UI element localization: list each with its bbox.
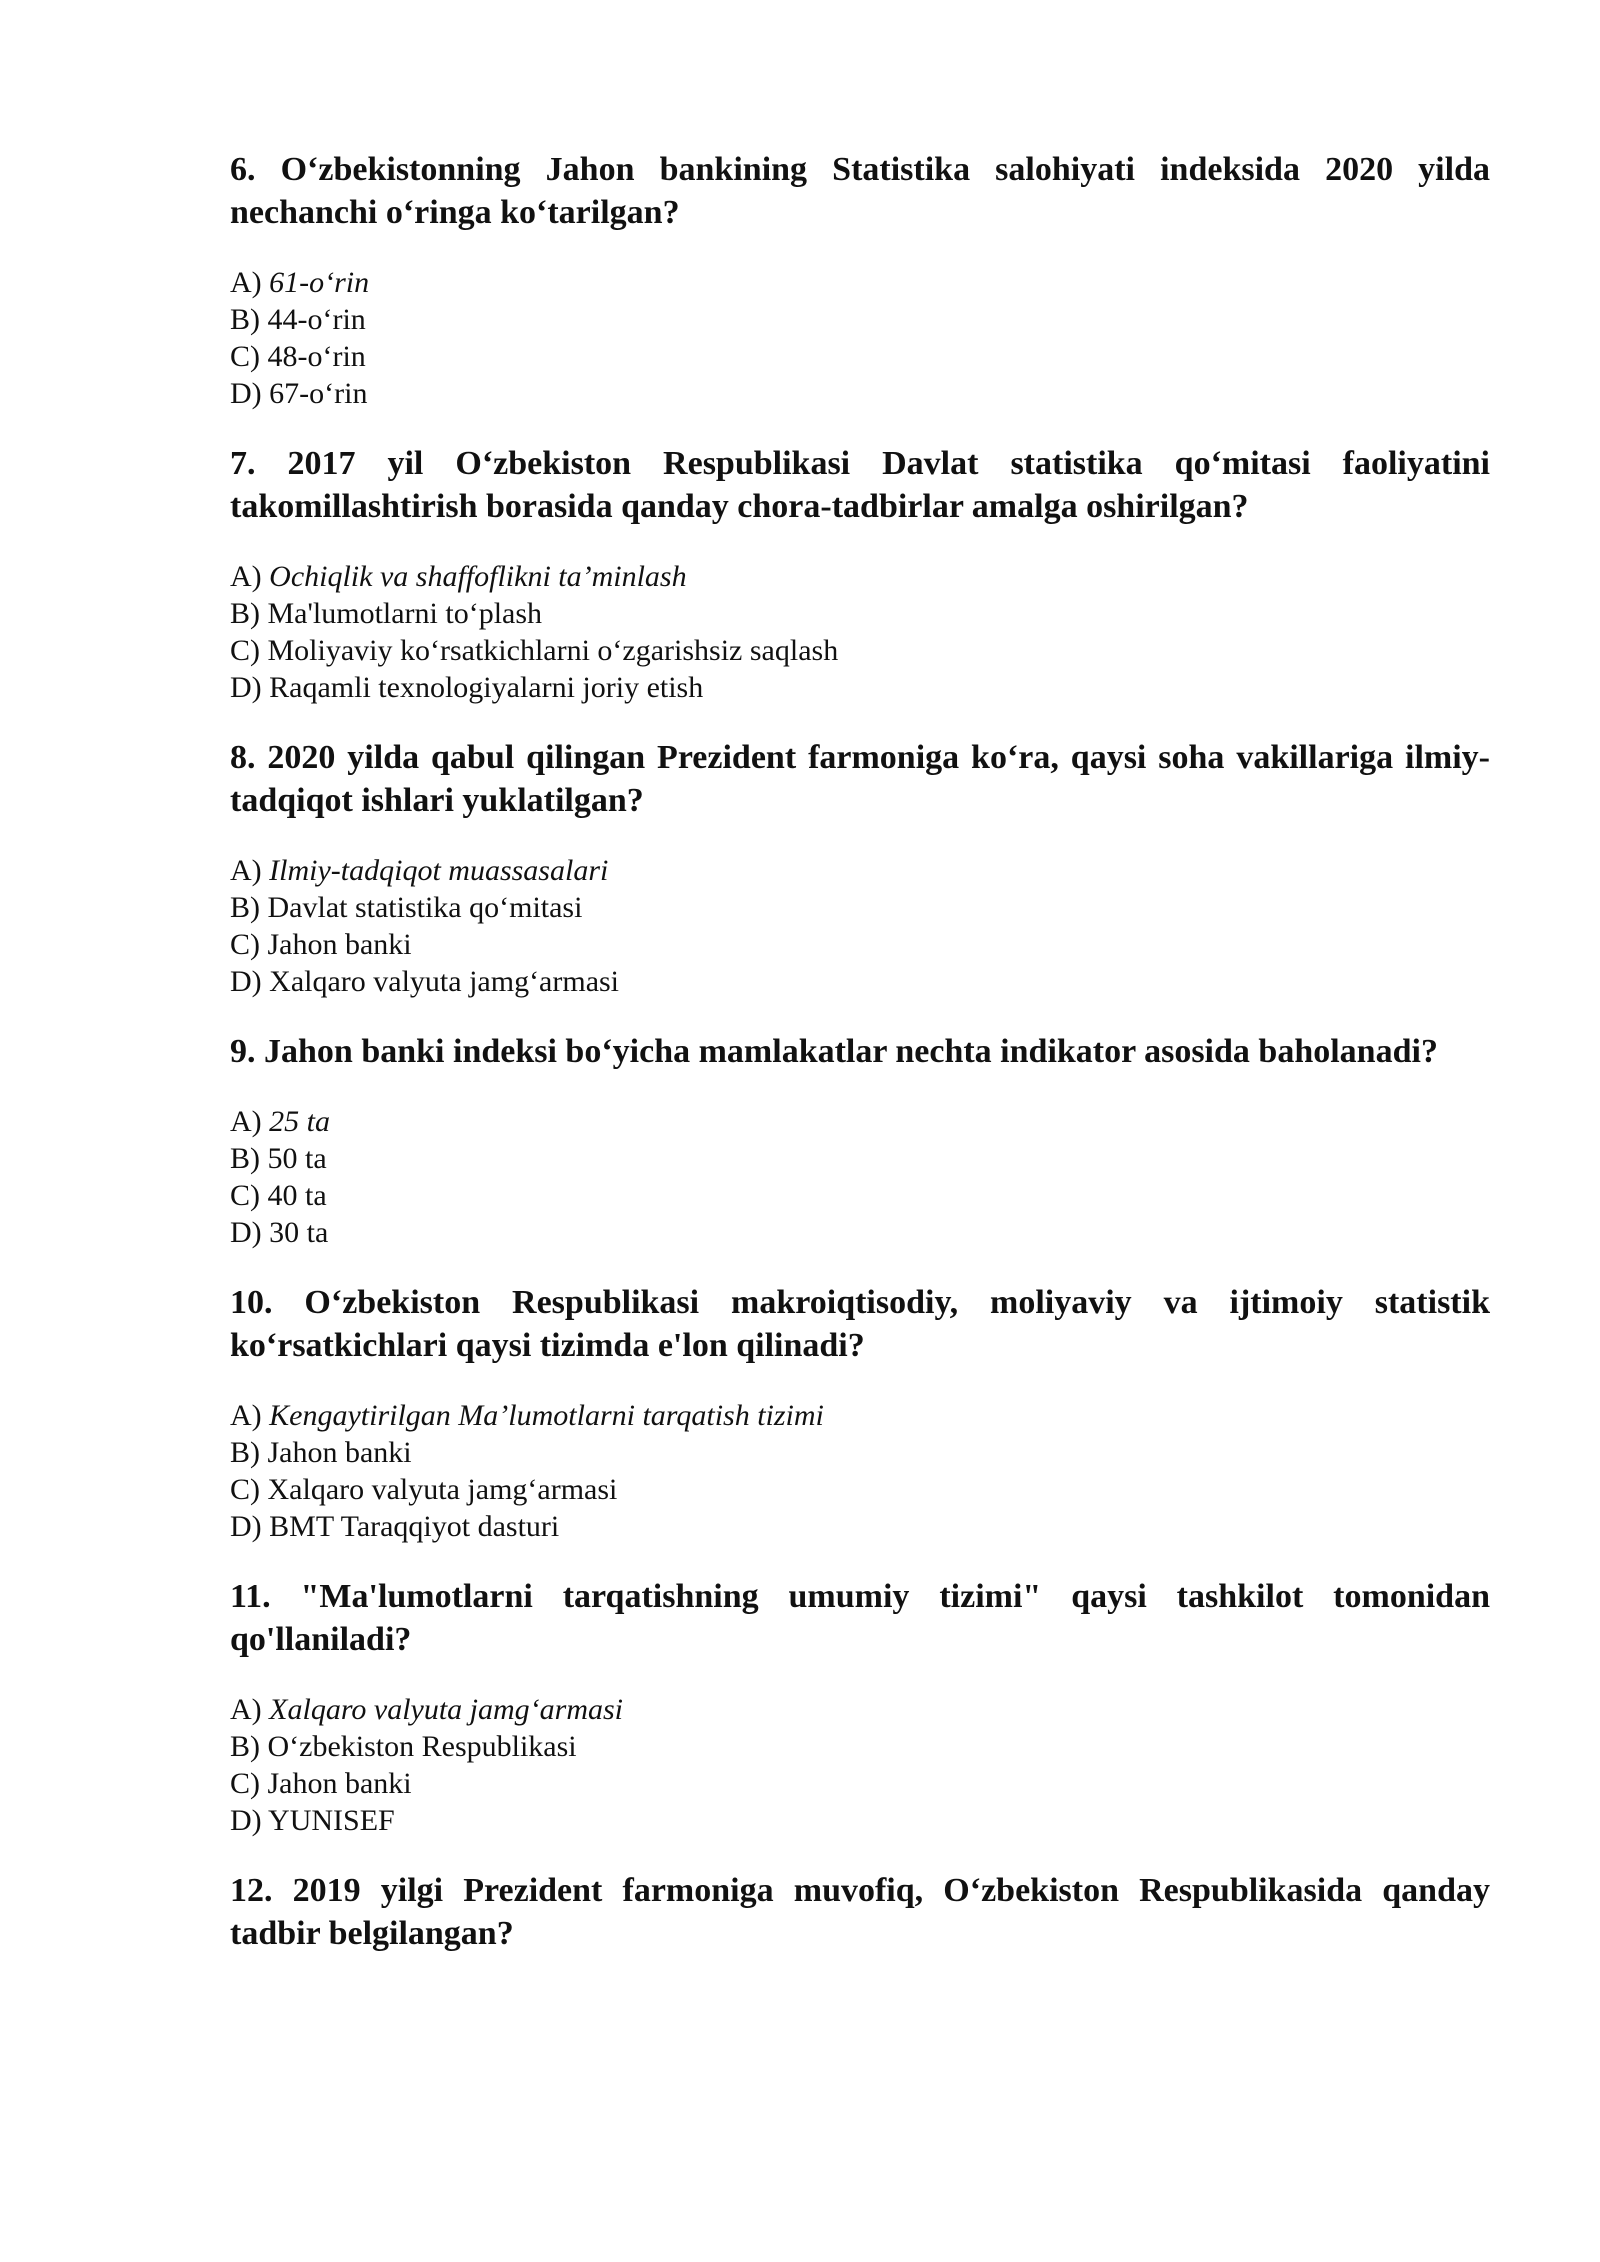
option-a xyxy=(230,1103,1490,1140)
option-b xyxy=(230,301,1490,338)
option-text: 40 ta xyxy=(267,1179,327,1212)
option-a xyxy=(230,852,1490,889)
option-text: Kengaytirilgan Ma’lumotlarni tarqatish tizimi xyxy=(269,1399,824,1432)
option-letter: C) xyxy=(230,340,268,373)
question-title: 12. 2019 yilgi Prezident farmoniga muvofiq, O‘zbekiston Respublikasida qanday tadbir belgilangan? xyxy=(230,1872,1490,1952)
question-9 xyxy=(230,1030,1490,1251)
question-6 xyxy=(230,148,1490,412)
option-d xyxy=(230,963,1490,1000)
option-text: 50 ta xyxy=(267,1142,327,1175)
question-12 xyxy=(230,1869,1490,1955)
option-letter: C) xyxy=(230,1473,268,1506)
option-a xyxy=(230,1691,1490,1728)
option-letter: B) xyxy=(230,891,268,924)
option-b xyxy=(230,1728,1490,1765)
option-text: Xalqaro valyuta jamg‘armasi xyxy=(267,1473,618,1506)
option-text: Raqamli texnologiyalarni joriy etish xyxy=(269,671,704,704)
option-letter: A) xyxy=(230,1693,270,1726)
option-text: Moliyaviy ko‘rsatkichlarni o‘zgarishsiz saqlash xyxy=(267,634,839,667)
option-text: YUNISEF xyxy=(268,1804,395,1837)
option-text: Jahon banki xyxy=(267,928,412,961)
option-text: 44-o‘rin xyxy=(267,303,366,336)
option-c xyxy=(230,1471,1490,1508)
option-letter: D) xyxy=(230,1510,270,1543)
option-c xyxy=(230,1177,1490,1214)
option-letter: C) xyxy=(230,634,268,667)
option-a xyxy=(230,558,1490,595)
option-text: Jahon banki xyxy=(267,1767,412,1800)
option-letter: B) xyxy=(230,1142,268,1175)
option-letter: A) xyxy=(230,854,270,887)
option-b xyxy=(230,889,1490,926)
option-letter: B) xyxy=(230,1436,268,1469)
option-text: Xalqaro valyuta jamg‘armasi xyxy=(269,1693,624,1726)
question-title: 6. O‘zbekistonning Jahon bankining Statistika salohiyati indeksida 2020 yilda nechanchi o‘ringa ko‘tarilgan? xyxy=(230,151,1490,231)
option-text: Xalqaro valyuta jamg‘armasi xyxy=(269,965,620,998)
option-c xyxy=(230,632,1490,669)
question-10 xyxy=(230,1281,1490,1545)
option-letter: B) xyxy=(230,1730,268,1763)
option-letter: D) xyxy=(230,965,270,998)
document-page xyxy=(230,148,1490,1985)
option-text: Ochiqlik va shaffoflikni ta’minlash xyxy=(269,560,687,593)
option-letter: B) xyxy=(230,303,268,336)
option-text: Jahon banki xyxy=(267,1436,412,1469)
option-a xyxy=(230,264,1490,301)
question-8 xyxy=(230,736,1490,1000)
question-title: 9. Jahon banki indeksi bo‘yicha mamlakatlar nechta indikator asosida baholanadi? xyxy=(230,1033,1438,1070)
option-text: 30 ta xyxy=(269,1216,329,1249)
answer-options xyxy=(230,1691,1490,1839)
option-text: Ilmiy-tadqiqot muassasalari xyxy=(269,854,609,887)
option-text: Ma'lumotlarni to‘plash xyxy=(267,597,543,630)
option-c xyxy=(230,338,1490,375)
option-letter: C) xyxy=(230,1767,268,1800)
option-text: BMT Taraqqiyot dasturi xyxy=(269,1510,560,1543)
question-7 xyxy=(230,442,1490,706)
option-c xyxy=(230,926,1490,963)
option-b xyxy=(230,595,1490,632)
option-letter: A) xyxy=(230,266,270,299)
option-letter: A) xyxy=(230,1105,270,1138)
answer-options xyxy=(230,264,1490,412)
answer-options xyxy=(230,852,1490,1000)
option-b xyxy=(230,1434,1490,1471)
option-d xyxy=(230,375,1490,412)
question-11 xyxy=(230,1575,1490,1839)
option-text: 48-o‘rin xyxy=(267,340,366,373)
answer-options xyxy=(230,1103,1490,1251)
option-d xyxy=(230,1802,1490,1839)
option-text: Davlat statistika qo‘mitasi xyxy=(267,891,583,924)
option-a xyxy=(230,1397,1490,1434)
question-title: 7. 2017 yil O‘zbekiston Respublikasi Davlat statistika qo‘mitasi faoliyatini takomillashtirish borasida qanday chora-tadbirlar amalga oshirilgan? xyxy=(230,445,1490,525)
option-text: 61-o‘rin xyxy=(269,266,370,299)
option-letter: D) xyxy=(230,1216,270,1249)
option-letter: C) xyxy=(230,1179,268,1212)
question-title: 11. "Ma'lumotlarni tarqatishning umumiy tizimi" qaysi tashkilot tomonidan qo'llaniladi? xyxy=(230,1578,1490,1658)
answer-options xyxy=(230,558,1490,706)
answer-options xyxy=(230,1397,1490,1545)
option-d xyxy=(230,669,1490,706)
option-text: O‘zbekiston Respublikasi xyxy=(267,1730,577,1763)
option-b xyxy=(230,1140,1490,1177)
question-title: 10. O‘zbekiston Respublikasi makroiqtisodiy, moliyaviy va ijtimoiy statistik ko‘rsatkichlari qaysi tizimda e'lon qilinadi? xyxy=(230,1284,1490,1364)
option-letter: D) xyxy=(230,671,270,704)
option-letter: D) xyxy=(230,1804,269,1837)
option-letter: A) xyxy=(230,560,270,593)
option-c xyxy=(230,1765,1490,1802)
option-letter: A) xyxy=(230,1399,270,1432)
option-d xyxy=(230,1214,1490,1251)
question-title: 8. 2020 yilda qabul qilingan Prezident farmoniga ko‘ra, qaysi soha vakillariga ilmiy-tadqiqot ishlari yuklatilgan? xyxy=(230,739,1490,819)
option-letter: B) xyxy=(230,597,268,630)
option-text: 25 ta xyxy=(269,1105,330,1138)
option-d xyxy=(230,1508,1490,1545)
option-text: 67-o‘rin xyxy=(269,377,368,410)
option-letter: C) xyxy=(230,928,268,961)
option-letter: D) xyxy=(230,377,270,410)
